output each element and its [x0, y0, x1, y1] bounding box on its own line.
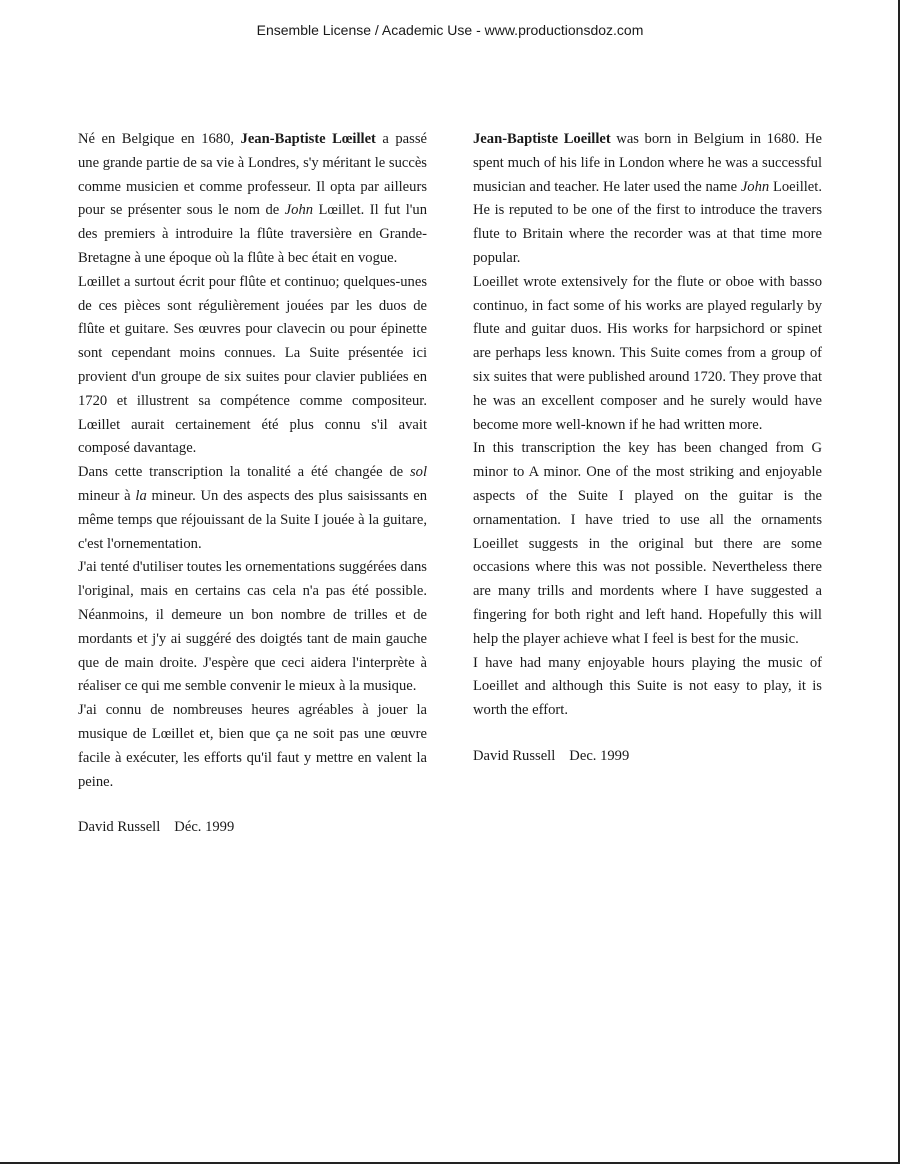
signature-name: David Russell [78, 819, 161, 836]
signature-date: Dec. 1999 [569, 747, 630, 764]
french-paragraph-4: J'ai tenté d'utiliser toutes les ornementations suggérées dans l'original, mais en certains cas cela n'a pas été possible. Néanmoins, il demeure un bon nombre de trilles et de mordants et j'y ai suggéré des doigtés tant de main gauche que de main droite. J'espère que ceci aidera l'interprète à réaliser ce qui me semble convenir le mieux à la musique. [78, 559, 427, 695]
english-paragraph-4: I have had many enjoyable hours playing the music of Loeillet and although this Suite is not easy to play, it is worth the effort. [473, 654, 822, 719]
john-italic: John [740, 178, 770, 195]
english-column [473, 128, 822, 769]
signature-name: David Russell [473, 747, 556, 764]
signature-date: Déc. 1999 [174, 819, 235, 836]
composer-name: Jean-Baptiste Loeillet [473, 131, 611, 147]
french-paragraph-3: Dans cette transcription la tonalité a été changée de sol mineur à la mineur. Un des aspects des plus saisissants en même temps que réjouissant de la Suite I jouée à la guitare, c'est l'ornementation. [78, 464, 427, 552]
english-signature [473, 745, 822, 769]
john-italic: John [284, 202, 314, 219]
key-sol-italic: sol [409, 464, 427, 481]
english-paragraph-1: Jean-Baptiste Loeillet was born in Belgium in 1680. He spent much of his life in London where he was a successful musician and teacher. He later used the name John Loeillet. He is reputed to be one of the first to introduce the travers flute to Britain where the recorder was at that time more popular. [473, 131, 822, 266]
english-paragraph-2: Loeillet wrote extensively for the flute or oboe with basso continuo, in fact some of his works are played regularly by flute and guitar duos. His works for harpsichord or spinet are perhaps less known. This Suite comes from a group of six suites that were published around 1720. They prove that he was an excellent composer and he surely would have become more well-known if he had written more. [473, 273, 822, 433]
french-paragraph-1: Né en Belgique en 1680, Jean-Baptiste Lœillet a passé une grande partie de sa vie à Londres, s'y méritant le succès comme musicien et comme professeur. Il opta par ailleurs pour se présenter sous le nom de John Lœillet. Il fut l'un des premiers à introduire la flûte traversière en Grande-Bretagne à une époque où la flûte à bec était en vogue. [78, 131, 428, 266]
key-la-italic: la [135, 487, 147, 504]
french-signature [78, 816, 427, 840]
license-header: Ensemble License / Academic Use - www.productionsdoz.com [256, 22, 644, 38]
french-paragraph-5: J'ai connu de nombreuses heures agréables à jouer la musique de Lœillet et, bien que ça ne soit pas une œuvre facile à exécuter, les efforts qu'il faut y mettre en valent la peine. [78, 702, 427, 790]
french-paragraph-2: Lœillet a surtout écrit pour flûte et continuo; quelques-unes de ces pièces sont régulièrement jouées par les duos de flûte et guitare. Ses œuvres pour clavecin ou pour épinette sont cependant moins connues. La Suite présentée ici provient d'un groupe de six suites pour clavier publiées en 1720 et illustrent sa compétence comme compositeur. Lœillet aurait certainement été plus connu s'il avait composé davantage. [78, 273, 427, 457]
french-column [78, 128, 427, 840]
composer-name: Jean-Baptiste Lœillet [240, 131, 376, 147]
english-paragraph-3: In this transcription the key has been changed from G minor to A minor. One of the most striking and enjoyable aspects of the Suite I played on the guitar is the ornamentation. I have tried to use all the ornaments Loeillet suggests in the original but there are some occasions where this was not possible. Nevertheless there are many trills and mordents where I have suggested a fingering for both right and left hand. Hopefully this will help the player achieve what I feel is best for the music. [473, 440, 822, 647]
